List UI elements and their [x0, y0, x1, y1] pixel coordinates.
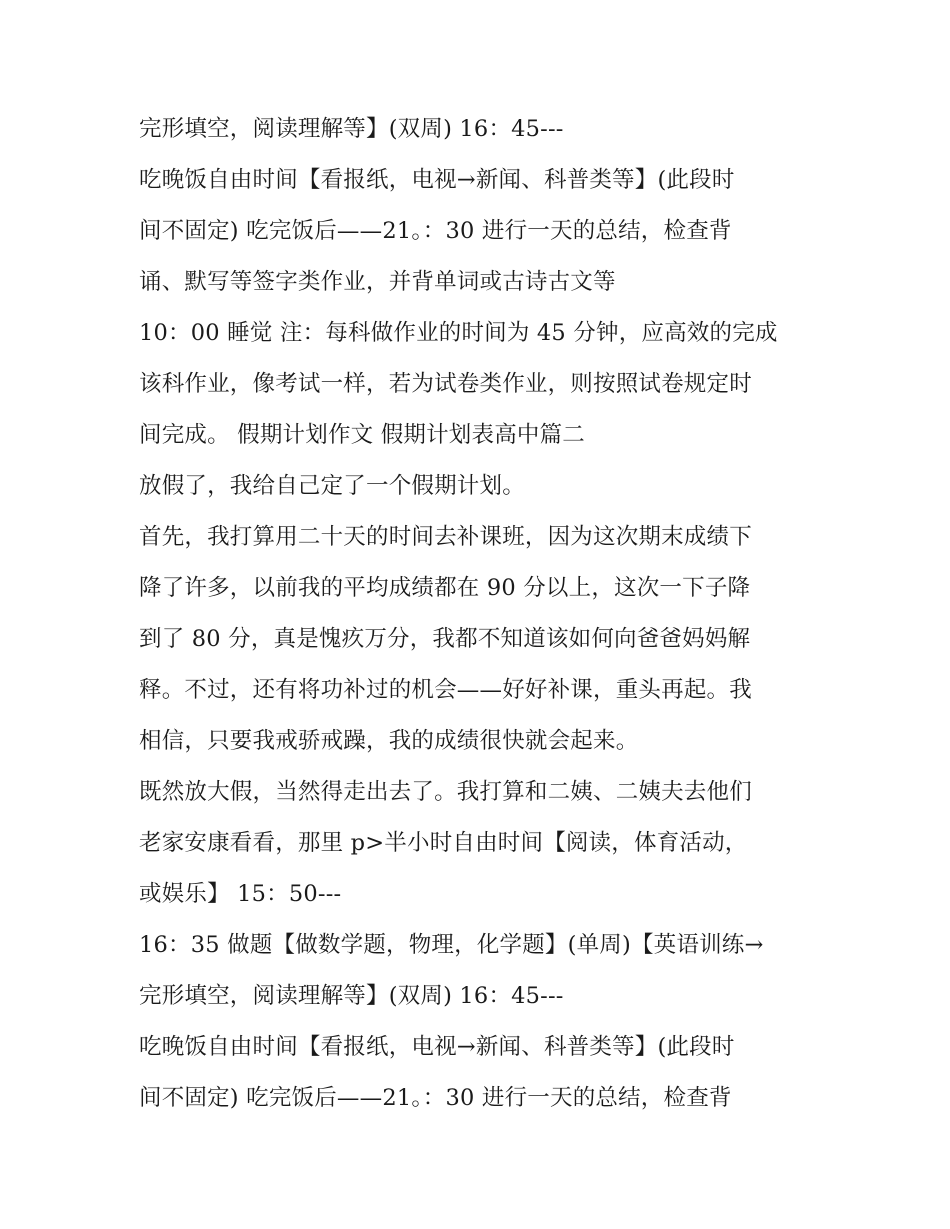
text-line: 放假了，我给自己定了一个假期计划。 [139, 473, 525, 499]
text-line: 完形填空，阅读理解等】(双周) 16：45--- [139, 983, 564, 1009]
text-line: 诵、默写等签字类作业，并背单词或古诗古文等 [139, 269, 616, 295]
text-line: 既然放大假，当然得走出去了。我打算和二姨、二姨夫去他们 [139, 779, 752, 805]
text-line: 该科作业，像考试一样，若为试卷类作业，则按照试卷规定时 [139, 371, 752, 397]
text-line: 间不固定) 吃完饭后——21。：30 进行一天的总结，检查背 [139, 218, 732, 244]
text-line: 间不固定) 吃完饭后——21。：30 进行一天的总结，检查背 [139, 1085, 732, 1111]
text-line: 释。不过，还有将功补过的机会——好好补课，重头再起。我 [139, 677, 752, 703]
text-line: 到了 80 分，真是愧疚万分，我都不知道该如何向爸爸妈妈解 [139, 626, 751, 652]
text-line: 首先，我打算用二十天的时间去补课班，因为这次期末成绩下 [139, 524, 752, 550]
document-body [139, 104, 819, 1124]
text-line: 间完成。 假期计划作文 假期计划表高中篇二 [139, 422, 586, 448]
text-line: 完形填空，阅读理解等】(双周) 16：45--- [139, 116, 564, 142]
text-line: 老家安康看看，那里 p>半小时自由时间【阅读，体育活动， [139, 830, 748, 856]
text-line: 或娱乐】 15：50--- [139, 881, 342, 907]
text-line: 10：00 睡觉 注：每科做作业的时间为 45 分钟，应高效的完成 [139, 320, 778, 346]
text-line: 相信，只要我戒骄戒躁，我的成绩很快就会起来。 [139, 728, 639, 754]
text-line: 降了许多，以前我的平均成绩都在 90 分以上，这次一下子降 [139, 575, 751, 601]
text-line: 吃晚饭自由时间【看报纸，电视→新闻、科普类等】(此段时 [139, 167, 735, 193]
text-line: 16：35 做题【做数学题，物理，化学题】(单周)【英语训练→ [139, 932, 764, 958]
text-line: 吃晚饭自由时间【看报纸，电视→新闻、科普类等】(此段时 [139, 1034, 735, 1060]
